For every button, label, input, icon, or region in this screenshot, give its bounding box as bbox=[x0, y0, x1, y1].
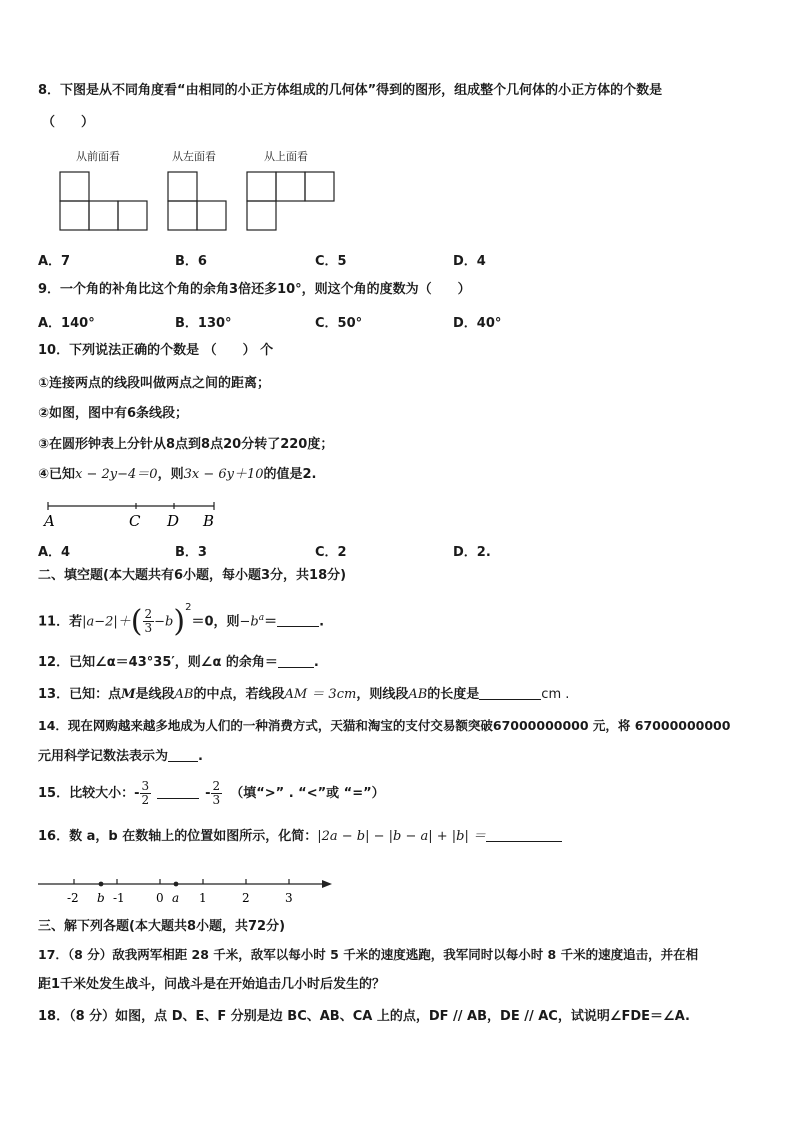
views-drawing bbox=[58, 148, 348, 232]
q10-option-c[interactable]: C．2 bbox=[315, 545, 347, 560]
tick-label-1: 1 bbox=[199, 891, 207, 905]
number-line-arrow bbox=[322, 880, 332, 888]
tick-label-neg2: -2 bbox=[67, 891, 79, 905]
point-b-dot bbox=[99, 882, 104, 887]
q16-expr: |2a − b| − |b − a| + |b| ＝ bbox=[317, 829, 487, 844]
view-front-caption: 从前面看 bbox=[76, 150, 120, 163]
q11-end: . bbox=[319, 614, 325, 630]
q10-item4-eq1: x − 2y−4＝0 bbox=[75, 467, 158, 482]
q11-answer-blank[interactable] bbox=[277, 614, 319, 627]
q13-mid2: 的中点，若线段 bbox=[193, 687, 285, 702]
q15-f1-num: 3 bbox=[141, 779, 150, 793]
q9-option-b[interactable]: B．130° bbox=[175, 316, 232, 331]
q13-ab: AB bbox=[174, 687, 194, 702]
tick-label-2: 2 bbox=[242, 891, 250, 905]
q13-answer-blank[interactable] bbox=[479, 687, 541, 700]
top-view-cell bbox=[305, 172, 334, 201]
section-2-heading: 二、填空题(本大题共有6小题，每小题3分，共18分) bbox=[38, 568, 347, 583]
point-label-a: a bbox=[172, 891, 180, 905]
q16-answer-blank[interactable] bbox=[486, 829, 562, 842]
q8-option-c[interactable]: C．5 bbox=[315, 254, 347, 269]
q11-prefix: 11．若 bbox=[38, 614, 83, 630]
q15-f2-den: 3 bbox=[212, 793, 221, 807]
tick-label-0: 0 bbox=[156, 891, 164, 905]
q13-prefix: 13．已知：点 bbox=[38, 687, 122, 702]
q16-number-line bbox=[36, 868, 346, 908]
q15-mid: - bbox=[205, 786, 211, 801]
segment-label-b: B bbox=[203, 512, 215, 530]
view-top-caption: 从上面看 bbox=[264, 150, 308, 163]
q10-item4-prefix: ④已知 bbox=[38, 467, 76, 482]
q11-exp: 2 bbox=[185, 602, 192, 613]
q8-option-a[interactable]: A．7 bbox=[38, 254, 71, 269]
q17-line-2: 距1千米处发生战斗，问战斗是在开始追击几小时后发生的？ bbox=[38, 977, 386, 992]
q13-am: AM ＝ 3cm bbox=[284, 687, 357, 702]
front-view-cell bbox=[60, 172, 89, 201]
q11-abs: |a−2|＋ bbox=[82, 614, 131, 630]
section-3-heading: 三、解下列各题(本大题共8小题，共72分) bbox=[38, 919, 286, 934]
q9-stem: 9．一个角的补角比这个角的余角3倍还多10°，则这个角的度数为（ ） bbox=[38, 282, 471, 297]
segment-label-c: C bbox=[129, 512, 141, 530]
left-view-cell bbox=[197, 201, 226, 230]
top-view-cell bbox=[276, 172, 305, 201]
view-left-caption: 从左面看 bbox=[172, 150, 216, 163]
q9-option-d[interactable]: D．40° bbox=[453, 316, 502, 331]
q13-mid4: 的长度是 bbox=[427, 687, 480, 702]
q12-end: . bbox=[313, 655, 319, 670]
q15-fraction-1 bbox=[140, 780, 152, 807]
q10-item-2: ②如图，图中有6条线段； bbox=[38, 406, 189, 421]
q14-line-1: 14．现在网购越来越多地成为人们的一种消费方式，天猫和淘宝的支付交易额突破67000000000 元，将 67000000000 bbox=[38, 718, 731, 733]
q11-fraction bbox=[143, 608, 155, 635]
q11-expr: −b bbox=[239, 614, 259, 630]
q12 bbox=[38, 654, 319, 672]
q11 bbox=[38, 598, 324, 638]
q11-after-frac: −b bbox=[154, 614, 174, 630]
q11-expr-exp: a bbox=[258, 613, 265, 623]
top-view-cell bbox=[247, 172, 276, 201]
q10-stem: 10．下列说法正确的个数是 （ ） 个 bbox=[38, 343, 274, 358]
q15-prefix: 15．比较大小：- bbox=[38, 786, 140, 801]
q15-f1-den: 2 bbox=[141, 793, 150, 807]
q13-mid1: 是线段 bbox=[135, 687, 175, 702]
q11-frac-den: 3 bbox=[144, 621, 153, 636]
q16 bbox=[38, 828, 562, 846]
q13-unit: cm . bbox=[541, 687, 570, 702]
q8-option-d[interactable]: D．4 bbox=[453, 254, 486, 269]
tick-label-3: 3 bbox=[285, 891, 293, 905]
q13-mid3: ，则线段 bbox=[356, 687, 409, 702]
q14-line-2 bbox=[38, 748, 203, 766]
q14-answer-blank[interactable] bbox=[168, 749, 198, 762]
q11-eq: ＝0，则 bbox=[191, 614, 240, 630]
segment-label-d: D bbox=[167, 512, 180, 530]
point-label-b: b bbox=[97, 891, 105, 905]
q10-item4-eq2: 3x − 6y＋10 bbox=[183, 467, 264, 482]
q11-frac-num: 2 bbox=[144, 607, 153, 622]
q15-suffix: （填“>” . “<”或 “=”） bbox=[230, 786, 385, 801]
q10-item-4 bbox=[38, 466, 316, 484]
q10-option-a[interactable]: A．4 bbox=[38, 545, 71, 560]
q10-option-b[interactable]: B．3 bbox=[175, 545, 207, 560]
q11-right-paren: ) bbox=[173, 603, 186, 639]
q15-fraction-2 bbox=[211, 780, 223, 807]
front-view-cell bbox=[118, 201, 147, 230]
top-view-cell bbox=[247, 201, 276, 230]
point-a-dot bbox=[174, 882, 179, 887]
q13-point-m: M bbox=[121, 687, 136, 702]
q13-ab2: AB bbox=[408, 687, 428, 702]
q18-text: 18．（8 分）如图，点 D、E、F 分别是边 BC、AB、CA 上的点，DF // AB，DE // AC，试说明∠FDE＝∠A. bbox=[38, 1009, 690, 1024]
q10-item4-suffix: 的值是2. bbox=[263, 467, 317, 482]
q14-end: . bbox=[198, 749, 203, 764]
q10-option-d[interactable]: D．2. bbox=[453, 545, 491, 560]
q10-item4-mid: ，则 bbox=[157, 467, 184, 482]
q13 bbox=[38, 686, 569, 704]
q10-segment-figure bbox=[40, 498, 230, 532]
left-view-cell bbox=[168, 172, 197, 201]
q8-paren: （ ） bbox=[42, 115, 95, 130]
q8-views-figure bbox=[58, 148, 348, 232]
q12-answer-blank[interactable] bbox=[278, 655, 314, 668]
left-view-cell bbox=[168, 201, 197, 230]
segment-label-a: A bbox=[44, 512, 55, 530]
q11-left-paren: ( bbox=[130, 603, 143, 639]
q15-answer-blank[interactable] bbox=[157, 786, 199, 799]
q10-item-3: ③在圆形钟表上分针从8点到8点20分转了220度； bbox=[38, 437, 334, 452]
q14-line2-text: 元用科学记数法表示为 bbox=[38, 749, 169, 764]
q15 bbox=[38, 774, 385, 814]
q16-prefix: 16．数 a，b 在数轴上的位置如图所示，化简： bbox=[38, 829, 318, 844]
front-view-cell bbox=[89, 201, 118, 230]
q9-option-c[interactable]: C．50° bbox=[315, 316, 363, 331]
front-view-cell bbox=[60, 201, 89, 230]
q9-option-a[interactable]: A．140° bbox=[38, 316, 95, 331]
tick-label-neg1: -1 bbox=[113, 891, 125, 905]
q10-item-1: ①连接两点的线段叫做两点之间的距离； bbox=[38, 376, 271, 391]
q8-option-b[interactable]: B．6 bbox=[175, 254, 207, 269]
q8-stem: 8．下图是从不同角度看“由相同的小正方体组成的几何体”得到的图形，组成整个几何体的小正方体的个数是 bbox=[38, 83, 663, 98]
q12-text: 12．已知∠α＝43°35′，则∠α 的余角＝ bbox=[38, 655, 278, 670]
q17-line-1: 17．（8 分）敌我两军相距 28 千米，敌军以每小时 5 千米的速度逃跑，我军同时以每小时 8 千米的速度追击，并在相 bbox=[38, 947, 699, 962]
q15-f2-num: 2 bbox=[212, 779, 221, 793]
q11-tail: ＝ bbox=[264, 614, 278, 630]
